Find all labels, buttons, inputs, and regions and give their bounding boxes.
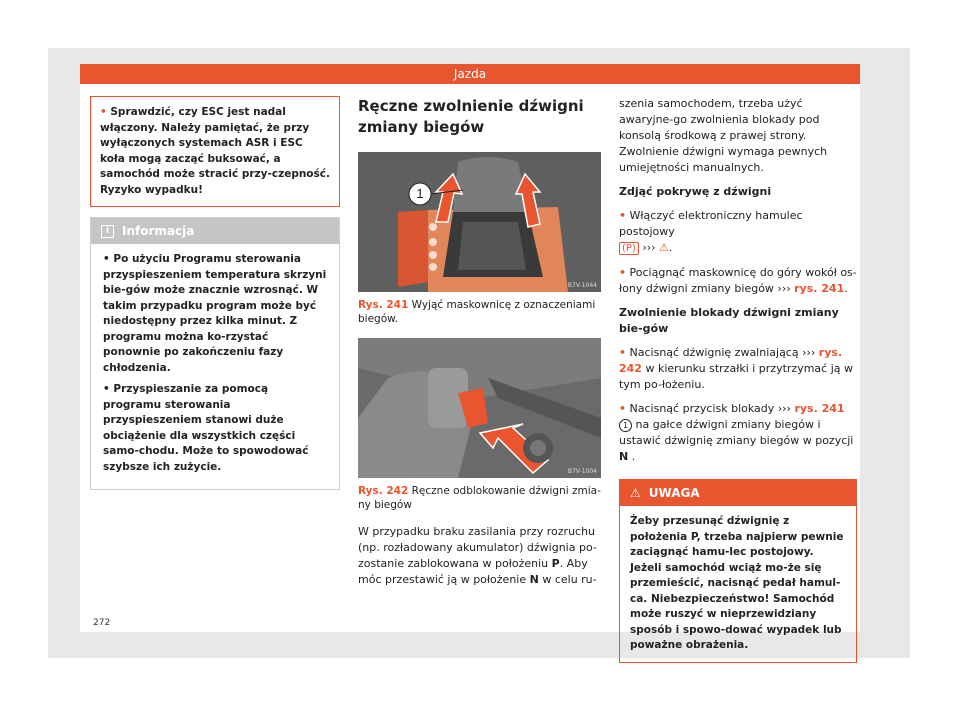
warning-header	[620, 480, 856, 506]
info-icon: i	[101, 225, 114, 238]
warning-triangle-icon: ⚠	[630, 486, 641, 500]
info-body	[91, 244, 339, 489]
figure-label: Rys. 242	[358, 485, 409, 497]
step: • Włączyć elektroniczny hamulec postojowy (P) ››› ⚠.	[619, 209, 803, 254]
left-column	[93, 96, 340, 490]
info-header	[91, 218, 339, 244]
figure-code: B7V-1004	[567, 468, 597, 475]
figure-code: B7V-1044	[567, 282, 597, 289]
figure-link[interactable]: rys. 241	[794, 282, 845, 295]
right-column	[619, 96, 857, 663]
bullet: •	[100, 106, 107, 118]
warning-box	[619, 479, 857, 663]
page-number: 272	[93, 618, 111, 628]
figure-label: Rys. 241	[358, 299, 409, 311]
figure-caption	[358, 484, 601, 512]
chapter-header: Jazda	[80, 64, 860, 84]
info-box	[90, 217, 340, 490]
info-title: Informacja	[122, 224, 195, 238]
step: • Nacisnąć dźwignię zwalniającą ››› rys. 242 w kierunku strzałki i przytrzymać ją w tym po-łożeniu.	[619, 346, 853, 391]
subheading: Zdjąć pokrywę z dźwigni	[619, 185, 772, 198]
step: • Nacisnąć przycisk blokady ››› rys. 241 1 na gałce dźwigni zmiany biegów i ustawić dźwignię zmiany biegów w pozycji N .	[619, 402, 854, 463]
caption-text: Ręczne odblokowanie dźwigni zmia-ny biegów	[358, 485, 601, 511]
step: • Pociągnąć maskownicę do góry wokół os-łony dźwigni zmiany biegów ››› rys. 241.	[619, 266, 857, 295]
body-paragraph: W przypadku braku zasilania przy rozruchu (np. rozładowany akumulator) dźwignia po-zostanie zablokowana w położeniu P. Aby móc przestawić ją w położenie N w celu ru-	[358, 525, 597, 586]
figure-link[interactable]: rys. 241	[794, 402, 845, 415]
warning-title: UWAGA	[648, 486, 700, 500]
gear-lever-illustration	[358, 152, 601, 292]
warning-continued-box	[90, 96, 340, 207]
figure-gear-lever	[358, 152, 601, 292]
middle-column	[358, 96, 601, 588]
subheading: Zwolnienie blokady dźwigni zmiany bie-gów	[619, 306, 839, 335]
warning-body: Żeby przesunąć dźwignię z położenia P, trzeba najpierw pewnie zaciągnąć hamu-lec postojowy. Jeżeli samochód wciąż mo-że się przemieścić, nacisnąć pedał hamul-ca. Niebezpieczeństwo! Samochód może ruszyć w nieprzewidziany sposób i spowo-dować wypadek lub poważne obrażenia.	[630, 515, 844, 651]
section-title: Ręczne zwolnienie dźwigni zmiany biegów	[358, 97, 584, 136]
release-illustration	[358, 338, 601, 478]
caption-text: Wyjąć maskownicę z oznaczeniami biegów.	[358, 299, 596, 325]
intro-paragraph: szenia samochodem, trzeba użyć awaryjne-go zwolnienia blokady pod konsolą środkową z prawej strony. Zwolnienie dźwigni wymaga pewnych umiejętności manualnych.	[619, 97, 828, 174]
info-item: • Przyspieszanie za pomocą programu sterowania przyspieszeniem stanowi duże obciążenie dla wszystkich części samo-chodu. Może to spowodować szybsze ich zużycie.	[103, 383, 309, 473]
parking-brake-icon: (P)	[619, 242, 639, 255]
figure-caption	[358, 298, 601, 326]
figure-marker-1: 1	[416, 186, 424, 201]
warning-text: Sprawdzić, czy ESC jest nadal włączony. Należy pamiętać, że przy wyłączonych systemach ASR i ESC koła mogą zacząć buksować, a samochód może stracić przy-czepność. Ryzyko wypadku!	[100, 106, 330, 196]
info-item: • Po użyciu Programu sterowania przyspieszeniem temperatura skrzyni bie-gów może znacznie wzrosnąć. W takim przypadku program może być niedostępny przez kilka minut. Z programu można ko-rzystać ponownie po zakończeniu fazy chłodzenia.	[103, 253, 327, 374]
warning-triangle-icon: ⚠	[659, 241, 669, 254]
figure-release	[358, 338, 601, 478]
callout-number: 1	[619, 419, 632, 432]
figure-link[interactable]: rys. 242	[619, 346, 843, 375]
